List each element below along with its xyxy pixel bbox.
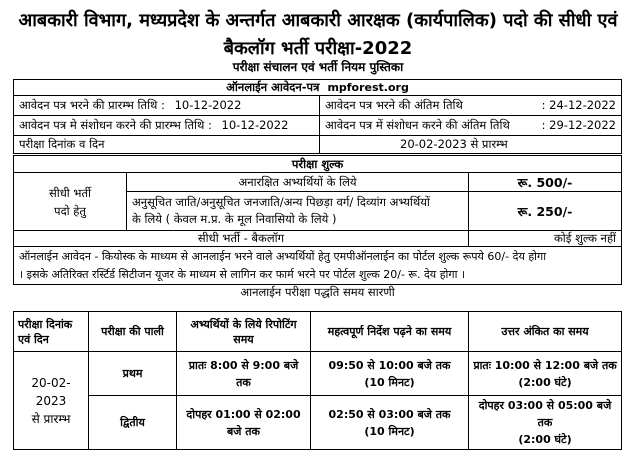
schedule-title: आनलाईन परीक्षा पद्धति समय सारणी [240, 285, 395, 299]
instruction-time-first: 09:50 से 10:00 बजे तक (10 मिनट) [311, 352, 469, 396]
online-application-table [13, 79, 622, 154]
unreserved-label: अनारक्षित अभ्यर्थियों के लिये [127, 173, 469, 192]
online-form-header-label: ऑनलाईन आवेदन-पत्र [226, 80, 320, 94]
application-end-cell [320, 96, 622, 116]
schedule-header-answer: उत्तर अंकित का समय [469, 312, 622, 352]
online-form-header [14, 80, 622, 96]
unreserved-fee: रू. 500/- [469, 173, 622, 192]
document-title-line-1: आबकारी विभाग, मध्यप्रदेश के अन्तर्गत आबकारी आरक्षक (कार्यपालिक) पदो की सीधी एवं [18, 10, 618, 31]
application-end-label: आवेदन पत्र भरने की अंतिम तिथि [325, 98, 463, 112]
table-row [14, 352, 622, 396]
edit-end-cell [320, 116, 622, 136]
document-title-line-2: बैकलॉग भर्ती परीक्षा-2022 [223, 38, 413, 59]
portal-fee-note: ऑनलाईन आवेदन - कियोस्क के माध्यम से आनलाईन भरने वाले अभ्यर्थियों हेतु एमपीऑनलाईन का पोर्टल शुल्क रूपये 60/- देय होगा । इसके अतिरिक्त रर्स्टिर्ड सिटीजन यूजर के माध्यम से लागिन कर फार्म भरने पर पोर्टल शुल्क 20/- रू. देय होगा । [14, 247, 622, 285]
backlog-label: सीधी भर्ती - बैकलॉग [14, 231, 469, 247]
application-start-label: आवेदन पत्र भरने की प्रारम्भ तिथि : [19, 98, 165, 112]
reporting-time-first: प्रातः 8:00 से 9:00 बजे तक [177, 352, 311, 396]
schedule-header-date: परीक्षा दिनांक एवं दिन [14, 312, 89, 352]
table-row [14, 396, 622, 450]
reserved-label: अनुसूचित जाति/अनुसूचित जनजाति/अन्य पिछड़ा वर्ग/ दिव्यांग अभ्यर्थियों के लिये ( केवल म.प्र. के मूल निवासियो के लिये ) [127, 192, 469, 231]
schedule-header-reporting: अभ्यर्थियों के लिये रिपोटिंग समय [177, 312, 311, 352]
backlog-fee: कोई शुल्क नहीं [469, 231, 622, 247]
edit-start-date: 10-12-2022 [221, 118, 289, 132]
edit-end-date: : 29-12-2022 [541, 118, 617, 132]
shift-first: प्रथम [89, 352, 177, 396]
shift-second: द्वितीय [89, 396, 177, 450]
site-watermark: mpforest.org [327, 81, 409, 94]
fee-header: परीक्षा शुल्क [14, 156, 622, 173]
answer-time-first: प्रातः 10:00 से 12:00 बजे तक (2:00 घंटे) [469, 352, 622, 396]
application-end-date: : 24-12-2022 [541, 98, 617, 112]
exam-schedule-table [13, 311, 622, 450]
exam-fee-table [13, 155, 622, 300]
direct-recruitment-label: सीधी भर्ती पदो हेतु [14, 173, 127, 231]
answer-time-second: दोपहर 03:00 से 05:00 बजे तक (2:00 घंटे) [469, 396, 622, 450]
document-subtitle: परीक्षा संचालन एवं भर्ती नियम पुस्तिका [232, 60, 404, 74]
exam-date-label: परीक्षा दिनांक व दिन [14, 136, 320, 154]
exam-date-value: 20-02-2023 से प्रारम्भ [320, 136, 622, 154]
edit-start-label: आवेदन पत्र मे संशोधन करने की प्रारम्भ तिथि : [19, 118, 212, 132]
edit-start-cell [14, 116, 320, 136]
instruction-time-second: 02:50 से 03:00 बजे तक (10 मिनट) [311, 396, 469, 450]
schedule-header-instructions: महत्वपूर्ण निर्देश पढ़ने का समय [311, 312, 469, 352]
application-start-date: 10-12-2022 [174, 98, 242, 112]
reporting-time-second: दोपहर 01:00 से 02:00 बजे तक [177, 396, 311, 450]
schedule-header-shift: परीक्षा की पाली [89, 312, 177, 352]
reserved-fee: रू. 250/- [469, 192, 622, 231]
schedule-exam-date: 20-02-2023 से प्रारम्भ [14, 352, 89, 450]
edit-end-label: आवेदन पत्र में संशोधन करने की अंतिम तिथि [325, 118, 510, 132]
application-start-cell [14, 96, 320, 116]
